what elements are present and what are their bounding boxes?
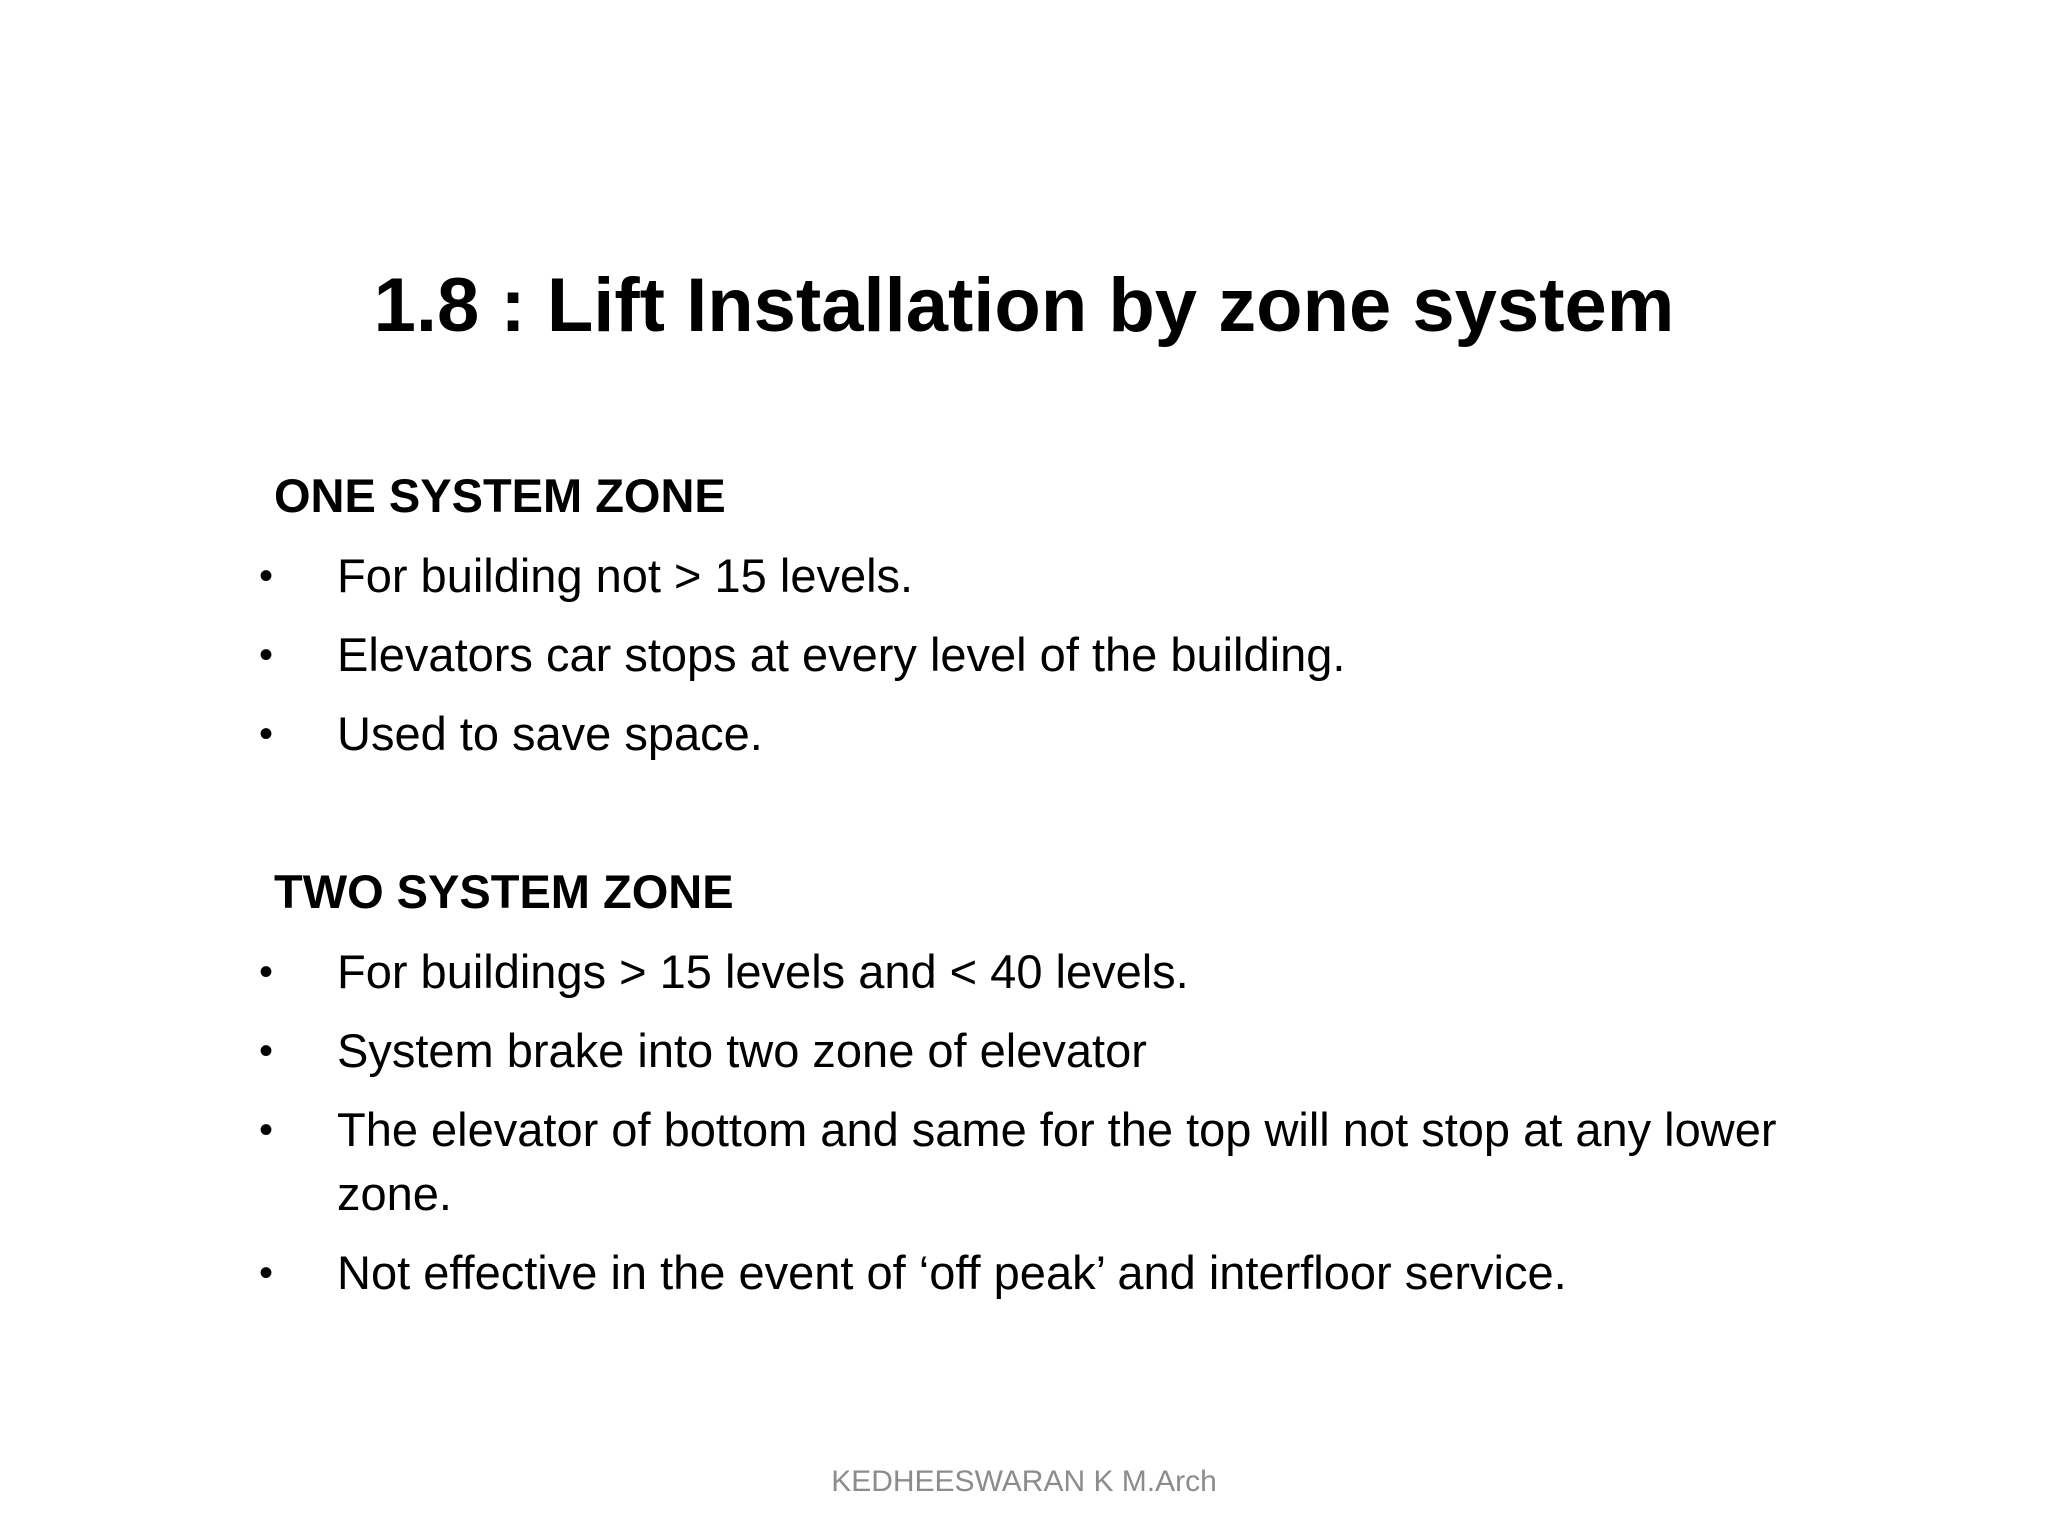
list-item	[253, 1019, 1833, 1083]
list-item-text: For building not > 15 levels.	[337, 549, 914, 602]
bullet-list	[253, 940, 1833, 1305]
bullet-icon: •	[259, 1108, 274, 1152]
section-two-system-zone	[253, 862, 1833, 1320]
section-heading: TWO SYSTEM ZONE	[274, 865, 734, 918]
bullet-icon: •	[259, 554, 274, 598]
list-item-text: System brake into two zone of elevator	[337, 1024, 1147, 1077]
section-one-system-zone	[253, 466, 1833, 781]
list-item	[253, 702, 1833, 766]
list-item	[253, 623, 1833, 687]
list-item-text: For buildings > 15 levels and < 40 levels.	[337, 945, 1189, 998]
bullet-list	[253, 544, 1833, 766]
list-item-text: Used to save space.	[337, 707, 763, 760]
section-heading: ONE SYSTEM ZONE	[274, 469, 726, 522]
list-item	[253, 1098, 1833, 1226]
footer-author: KEDHEESWARAN K M.Arch	[831, 1465, 1217, 1498]
bullet-icon: •	[259, 712, 274, 756]
bullet-icon: •	[259, 950, 274, 994]
list-item	[253, 1241, 1833, 1305]
bullet-icon: •	[259, 633, 274, 677]
list-item-text: Elevators car stops at every level of the building.	[337, 628, 1346, 681]
list-item-text: The elevator of bottom and same for the top will not stop at any lower zone.	[337, 1103, 1777, 1220]
list-item	[253, 544, 1833, 608]
bullet-icon: •	[259, 1251, 274, 1295]
list-item	[253, 940, 1833, 1004]
list-item-text: Not effective in the event of ‘off peak’ and interfloor service.	[337, 1246, 1567, 1299]
bullet-icon: •	[259, 1029, 274, 1073]
slide-title: 1.8 : Lift Installation by zone system	[373, 263, 1675, 348]
